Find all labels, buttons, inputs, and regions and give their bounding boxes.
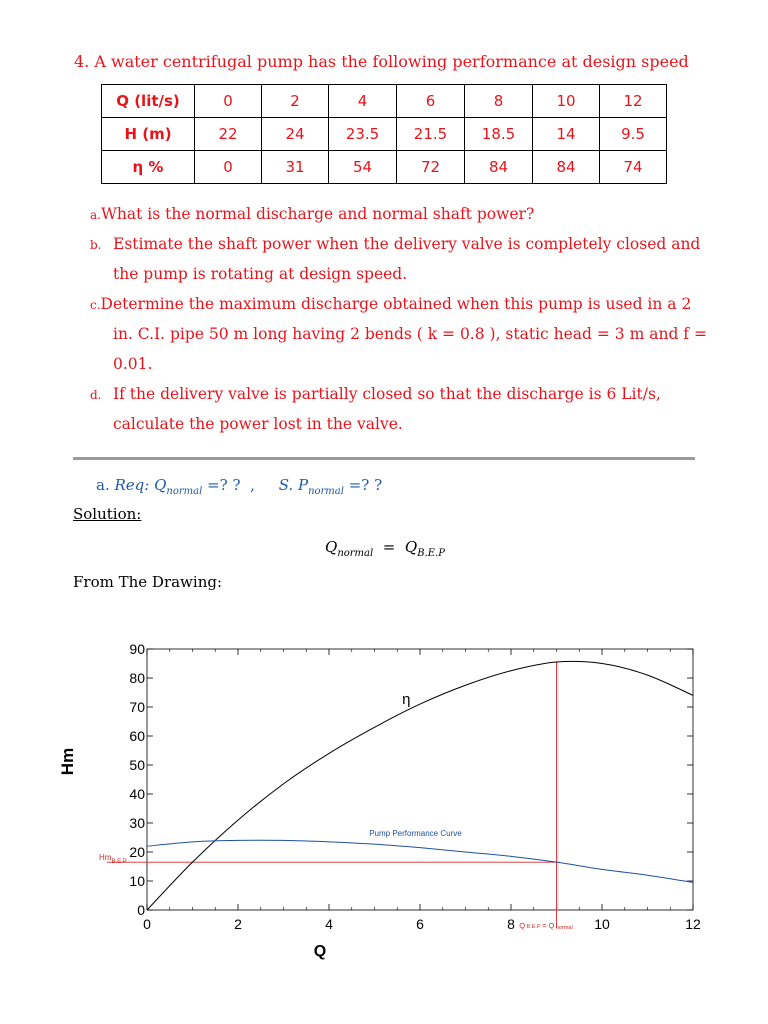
x-axis-title: Q <box>313 943 327 960</box>
item-c <box>90 295 691 313</box>
y-tick-label: 30 <box>129 815 145 831</box>
table-cell: 4 <box>329 85 397 118</box>
y-tick-label: 50 <box>129 757 145 773</box>
pump-chart <box>40 630 720 970</box>
requirement-line <box>96 476 382 497</box>
y-tick-label: 70 <box>129 699 145 715</box>
curve-label: Pump Performance Curve <box>369 829 462 839</box>
item-c-cont2: 0.01. <box>113 355 153 373</box>
eta-label: η <box>402 691 411 709</box>
eq-lhs-sub: normal <box>337 548 374 559</box>
y-tick-label: 20 <box>129 844 145 860</box>
q-bep-sub: B.E.P <box>525 924 543 930</box>
performance-table <box>101 84 667 184</box>
table-cell: 84 <box>533 151 600 184</box>
y-tick-label: 0 <box>137 902 145 918</box>
item-d-cont: calculate the power lost in the valve. <box>113 415 403 433</box>
table-cell: 8 <box>465 85 533 118</box>
x-tick-label: 10 <box>594 916 610 932</box>
item-a <box>90 205 534 223</box>
question-title: 4. A water centrifugal pump has the following performance at design speed <box>74 52 689 71</box>
sp-unknown: =? ? <box>348 476 383 494</box>
q-sub: normal <box>166 486 203 497</box>
req-label: Req: <box>114 476 150 494</box>
x-tick-label: 0 <box>143 916 151 932</box>
q-normal <box>154 476 203 497</box>
table-cell: 24 <box>262 118 329 151</box>
table-cell: 14 <box>533 118 600 151</box>
item-text: Estimate the shaft power when the delivery valve is completely closed and <box>113 235 701 253</box>
table-cell: 23.5 <box>329 118 397 151</box>
row-label: Q (lit/s) <box>102 85 195 118</box>
table-cell: 2 <box>262 85 329 118</box>
item-text: Determine the maximum discharge obtained when this pump is used in a 2 <box>100 295 692 313</box>
item-d <box>90 385 661 403</box>
item-marker: b. <box>90 238 102 252</box>
y-axis-title: Hm <box>58 747 77 776</box>
table-cell: 12 <box>600 85 667 118</box>
sp-normal <box>278 476 344 497</box>
req-sep: , <box>250 476 255 494</box>
row-label: H (m) <box>102 118 195 151</box>
x-tick-label: 8 <box>507 916 515 932</box>
x-tick-label: 6 <box>416 916 424 932</box>
item-b <box>90 235 700 253</box>
q-bep-label <box>519 921 573 931</box>
table-cell: 54 <box>329 151 397 184</box>
q-bep-normal: normal <box>554 925 573 931</box>
y-tick-label: 10 <box>129 873 145 889</box>
row-label: η % <box>102 151 195 184</box>
x-tick-label: 2 <box>234 916 242 932</box>
hm-bep-main: Hm <box>99 853 112 863</box>
sp-sub: normal <box>308 486 344 497</box>
item-b-cont: the pump is rotating at design speed. <box>113 265 408 283</box>
table-cell: 18.5 <box>465 118 533 151</box>
table-cell: 72 <box>397 151 465 184</box>
y-tick-label: 80 <box>129 670 145 686</box>
q-unknown: =? ? <box>207 476 241 494</box>
table-cell: 22 <box>195 118 262 151</box>
eq-rhs: Q <box>404 538 418 556</box>
x-tick-label: 4 <box>325 916 333 932</box>
q-bep-q: Q <box>519 921 526 930</box>
table-cell: 6 <box>397 85 465 118</box>
table-cell: 31 <box>262 151 329 184</box>
chart-series <box>147 661 693 910</box>
req-prefix: a. <box>96 476 110 494</box>
item-marker: a. <box>90 208 101 222</box>
q-symbol: Q <box>154 476 167 494</box>
y-tick-label: 90 <box>129 641 145 657</box>
item-marker: c. <box>90 298 101 312</box>
y-tick-label: 40 <box>129 786 145 802</box>
x-tick-label: 12 <box>685 916 701 932</box>
item-c-cont: in. C.I. pipe 50 m long having 2 bends ( k = 0.8 ), static head = 3 m and f = <box>113 325 707 343</box>
table-cell: 21.5 <box>397 118 465 151</box>
q-bep-eq: = Q <box>542 921 555 930</box>
hm-bep-sub: B.E.P <box>111 859 127 866</box>
table-row <box>102 118 667 151</box>
eq-sign: = <box>382 538 396 556</box>
item-marker: d. <box>90 388 102 402</box>
table-cell: 84 <box>465 151 533 184</box>
item-text: If the delivery valve is partially closed so that the discharge is 6 Lit/s, <box>113 385 661 403</box>
table-cell: 0 <box>195 151 262 184</box>
table-row <box>102 85 667 118</box>
eq-lhs: Q <box>325 538 338 556</box>
table-cell: 74 <box>600 151 667 184</box>
equation <box>325 538 445 559</box>
table-cell: 9.5 <box>600 118 667 151</box>
eq-rhs-sub: B.E.P <box>417 548 445 559</box>
sp-symbol: S. P <box>278 476 309 494</box>
solution-label: Solution: <box>73 505 142 523</box>
y-tick-label: 60 <box>129 728 145 744</box>
table-cell: 0 <box>195 85 262 118</box>
chart-ticks <box>129 641 701 932</box>
hm-bep-label <box>99 853 127 865</box>
from-drawing-label: From The Drawing: <box>73 573 223 591</box>
table-cell: 10 <box>533 85 600 118</box>
bep-guides <box>107 662 558 928</box>
head-curve <box>147 840 693 882</box>
divider <box>73 457 695 460</box>
table-row <box>102 151 667 184</box>
efficiency-curve <box>147 661 693 910</box>
item-text: What is the normal discharge and normal shaft power? <box>100 205 535 223</box>
